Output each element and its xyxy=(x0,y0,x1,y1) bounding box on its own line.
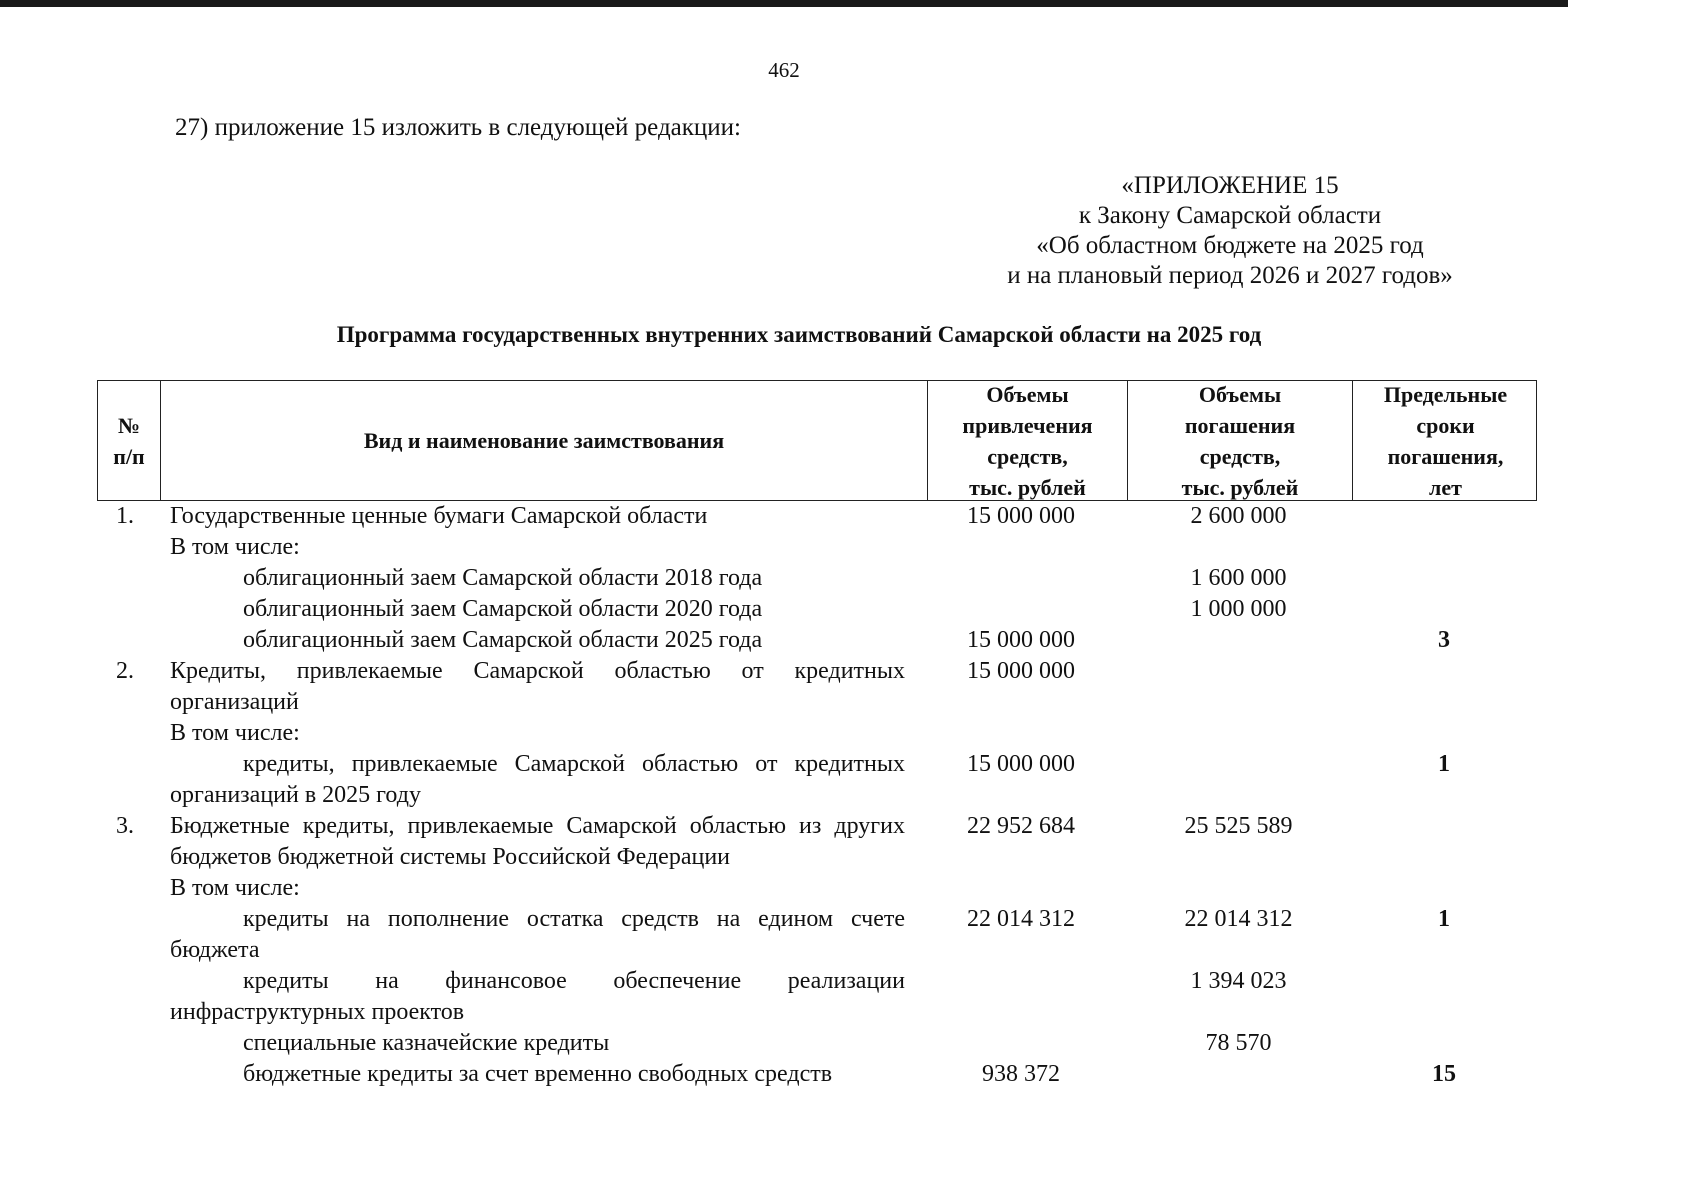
row-borrow-volume: 22 014 312 xyxy=(967,906,1075,932)
header-repay-term xyxy=(1352,381,1538,500)
header-repay-line: Объемы xyxy=(1198,381,1282,407)
header-borrow-line: привлечения xyxy=(962,412,1093,438)
table-row xyxy=(97,873,1537,904)
row-text: В том числе: xyxy=(170,534,300,560)
row-repay-term: 15 xyxy=(1432,1061,1456,1087)
row-repay-term: 1 xyxy=(1438,906,1450,932)
row-borrow-volume: 15 000 000 xyxy=(967,627,1075,653)
row-borrow-volume: 15 000 000 xyxy=(967,658,1075,684)
row-repay-volume: 1 000 000 xyxy=(1190,596,1287,622)
header-number xyxy=(98,381,160,500)
row-repay-term: 1 xyxy=(1438,751,1450,777)
header-borrow-volume xyxy=(927,381,1127,500)
appendix-header-line-3: «Об областном бюджете на 2025 год xyxy=(1036,232,1424,259)
table-row xyxy=(97,1028,1537,1059)
appendix-header-line-1: «ПРИЛОЖЕНИЕ 15 xyxy=(1121,172,1339,199)
page-number: 462 xyxy=(768,58,800,82)
row-borrow-volume: 15 000 000 xyxy=(967,751,1075,777)
table-header xyxy=(97,380,1537,501)
header-borrow-line: средств, xyxy=(987,443,1068,469)
scan-top-border xyxy=(0,0,1568,7)
header-borrow-line: Объемы xyxy=(986,381,1069,407)
table-row xyxy=(97,532,1537,563)
row-text: Государственные ценные бумаги Самарской области xyxy=(170,503,708,529)
table-body xyxy=(97,501,1537,1090)
row-repay-volume: 2 600 000 xyxy=(1190,503,1287,529)
header-number-line: № xyxy=(117,412,141,438)
row-text: Бюджетные кредиты, привлекаемые Самарской областью из других бюджетов бюджетной системы Российской Федерации xyxy=(170,813,905,870)
header-term-line: сроки xyxy=(1416,412,1475,438)
intro-text: 27) приложение 15 изложить в следующей редакции: xyxy=(175,114,741,141)
row-text: В том числе: xyxy=(170,720,300,746)
table-row xyxy=(97,501,1537,532)
row-text: кредиты на финансовое обеспечение реализации инфраструктурных проектов xyxy=(170,968,905,1025)
row-number: 1. xyxy=(116,503,134,529)
table-row xyxy=(97,904,1537,966)
row-repay-volume: 25 525 589 xyxy=(1184,813,1293,839)
table-row xyxy=(97,625,1537,656)
row-repay-volume: 1 394 023 xyxy=(1190,968,1287,994)
row-text: кредиты на пополнение остатка средств на едином счете бюджета xyxy=(170,906,905,963)
row-repay-volume: 22 014 312 xyxy=(1184,906,1293,932)
borrowing-program-table xyxy=(97,380,1537,1090)
table-row xyxy=(97,1059,1537,1090)
row-repay-term: 3 xyxy=(1438,627,1450,653)
table-row xyxy=(97,811,1537,873)
table-row xyxy=(97,718,1537,749)
row-borrow-volume: 938 372 xyxy=(982,1061,1060,1087)
header-repay-line: средств, xyxy=(1199,443,1281,469)
row-text: бюджетные кредиты за счет временно свободных средств xyxy=(243,1061,833,1087)
row-text: облигационный заем Самарской области 2025 года xyxy=(243,627,763,653)
row-text: Кредиты, привлекаемые Самарской областью от кредитных организаций xyxy=(170,658,905,715)
header-number-line: п/п xyxy=(113,443,145,469)
header-term-line: погашения, xyxy=(1387,443,1504,469)
row-borrow-volume: 22 952 684 xyxy=(967,813,1075,839)
appendix-header-line-4: и на плановый период 2026 и 2027 годов» xyxy=(1007,262,1453,289)
header-borrow-line: тыс. рублей xyxy=(969,474,1086,500)
table-row xyxy=(97,656,1537,718)
row-text: кредиты, привлекаемые Самарской областью от кредитных организаций в 2025 году xyxy=(170,751,905,808)
table-row xyxy=(97,563,1537,594)
table-row xyxy=(97,966,1537,1028)
row-text: облигационный заем Самарской области 2018 года xyxy=(243,565,763,591)
header-term-line: лет xyxy=(1429,474,1462,500)
row-text: В том числе: xyxy=(170,875,300,901)
row-text: специальные казначейские кредиты xyxy=(243,1030,610,1056)
row-number: 2. xyxy=(116,658,134,684)
header-repay-line: тыс. рублей xyxy=(1181,474,1299,500)
header-name: Вид и наименование заимствования xyxy=(160,381,927,500)
appendix-header-line-2: к Закону Самарской области xyxy=(1078,202,1382,229)
header-repay-volume xyxy=(1127,381,1352,500)
row-repay-volume: 1 600 000 xyxy=(1190,565,1287,591)
row-borrow-volume: 15 000 000 xyxy=(967,503,1075,529)
row-repay-volume: 78 570 xyxy=(1205,1030,1272,1056)
row-text: облигационный заем Самарской области 2020 года xyxy=(243,596,763,622)
header-term-line: Предельные xyxy=(1383,381,1508,407)
document-title: Программа государственных внутренних заимствований Самарской области на 2025 год xyxy=(336,322,1262,347)
row-number: 3. xyxy=(116,813,134,839)
table-row xyxy=(97,749,1537,811)
table-row xyxy=(97,594,1537,625)
header-repay-line: погашения xyxy=(1184,412,1296,438)
